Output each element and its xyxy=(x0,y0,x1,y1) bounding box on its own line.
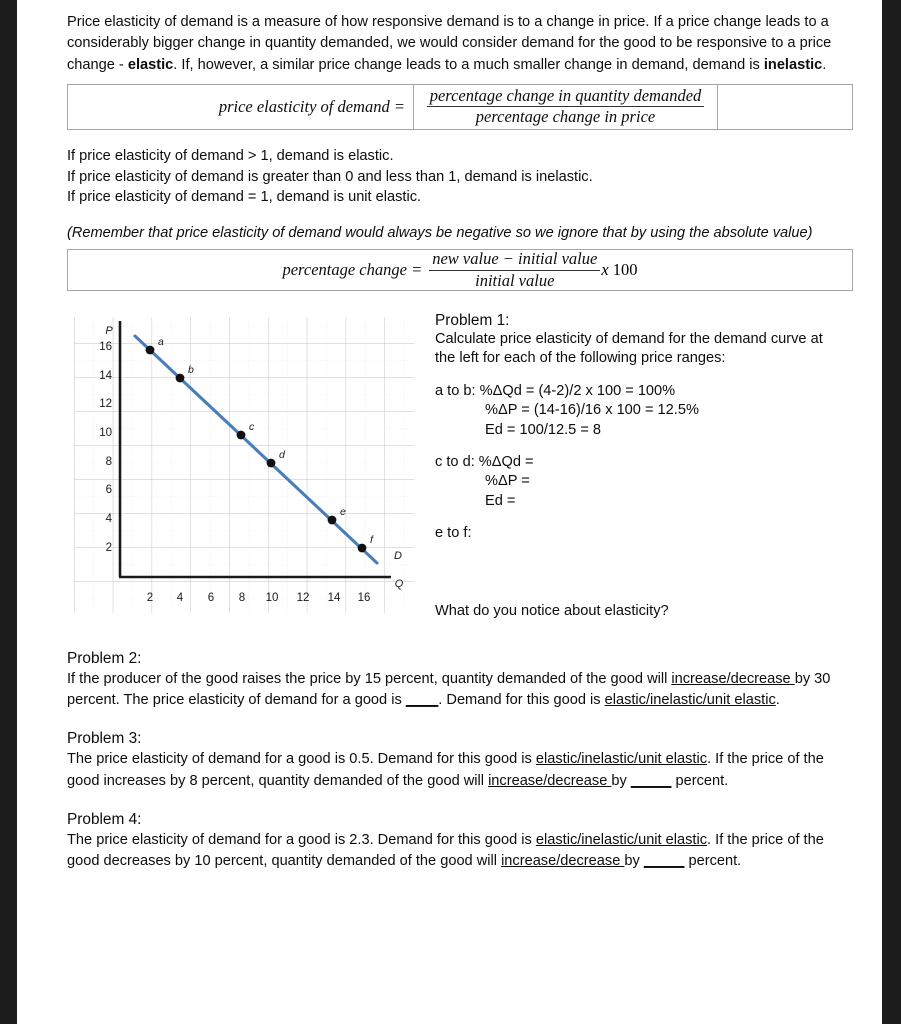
elasticity-fraction xyxy=(427,87,705,128)
problem-2-text-4: . xyxy=(775,692,780,709)
problem-4-text-3: by xyxy=(624,852,644,869)
problem-1-ab-p: %ΔP = (14-16)/16 x 100 = 12.5% xyxy=(485,402,699,419)
problem-2-text-2: by 30 percent. The price elasticity of demand for a good is xyxy=(67,671,831,709)
problem-3-text-4: percent. xyxy=(671,772,729,789)
problem-2-choice-increase-decrease[interactable]: increase/decrease xyxy=(671,671,795,688)
x-tick-8: 8 xyxy=(238,592,246,605)
y-tick-8: 8 xyxy=(105,456,112,469)
problem-3-text-1: The price elasticity of demand for a good is 0.5. Demand for this good is xyxy=(67,751,536,768)
problem-3-text-3: by xyxy=(611,772,631,789)
chart-and-problem1-row xyxy=(67,309,853,631)
chart-coarse-gridlines xyxy=(74,317,414,613)
percentage-change-fraction xyxy=(429,250,600,291)
problem-2-title: Problem 2: xyxy=(67,650,142,668)
problem-2-body xyxy=(67,669,853,711)
problem-1-ab-qd: a to b: %ΔQd = (4-2)/2 x 100 = 100% xyxy=(435,382,676,399)
point-c xyxy=(237,431,246,440)
x-tick-12: 12 xyxy=(296,592,310,605)
point-label-e: e xyxy=(340,506,346,519)
point-d xyxy=(267,459,276,468)
y-tick-2: 2 xyxy=(105,542,112,555)
problem-3-text-2: . If the price of the good increases by 8 percent, quantity demanded of the good will xyxy=(67,751,824,789)
multiply-by-100 xyxy=(601,260,637,280)
problem-3-answer-blank[interactable]: _____ xyxy=(630,772,672,789)
intro-bold-elastic: elastic xyxy=(127,56,174,73)
demand-curve-chart xyxy=(74,309,414,621)
problem-1-cd-ed[interactable]: Ed = xyxy=(485,492,516,509)
intro-text-1: Price elasticity of demand is a measure of how responsive demand is to a change in price. If a price change leads to a considerably bigger change in quantity demanded, we would consider demand for the good to be responsive to a price change - xyxy=(67,14,832,73)
multiplier-value: 100 xyxy=(612,260,638,280)
problem-1-ab-ed: Ed = 100/12.5 = 8 xyxy=(485,421,602,438)
problem-1-notice-question: What do you notice about elasticity? xyxy=(435,602,669,619)
point-a xyxy=(146,346,155,355)
problem-1-cd-block[interactable] xyxy=(435,453,835,511)
y-tick-4: 4 xyxy=(105,513,112,526)
point-label-a: a xyxy=(158,336,164,349)
x-tick-16: 16 xyxy=(357,592,371,605)
x-tick-10: 10 xyxy=(265,592,279,605)
problem-1-title: Problem 1: xyxy=(435,312,510,330)
problem-3-body xyxy=(67,749,853,791)
problem-1-cd-qd[interactable]: c to d: %ΔQd = xyxy=(435,454,534,471)
percentage-change-formula-box xyxy=(67,249,853,291)
multiplier-x-symbol: x xyxy=(601,260,609,280)
y-tick-12: 12 xyxy=(99,398,112,411)
formula-fraction-cell xyxy=(413,85,718,129)
problem-4-title: Problem 4: xyxy=(67,810,142,828)
demand-curve-label-D: D xyxy=(394,550,402,563)
point-label-c: c xyxy=(249,421,255,434)
elasticity-conditions-list xyxy=(67,146,853,208)
condition-unit-elastic: If price elasticity of demand = 1, demand is unit elastic. xyxy=(67,189,422,206)
problem-1-ab-block xyxy=(435,382,835,440)
problem-3-choice-increase-decrease[interactable]: increase/decrease xyxy=(488,772,612,789)
problem-4-text-4: percent. xyxy=(684,852,742,869)
intro-bold-inelastic: inelastic xyxy=(763,56,823,73)
problem-4-choice-elasticity-type[interactable]: elastic/inelastic/unit elastic xyxy=(535,831,708,848)
problem-2-text-3: . Demand for this good is xyxy=(438,692,605,709)
problem-2-section xyxy=(67,650,853,711)
pc-fraction-numerator: new value − initial value xyxy=(429,250,600,271)
condition-inelastic: If price elasticity of demand is greater than 0 and less than 1, demand is inelastic. xyxy=(67,168,593,185)
problem-4-text-2: . If the price of the good decreases by 10 percent, quantity demanded of the good will xyxy=(67,831,824,869)
problem-2-answer-blank[interactable]: ____ xyxy=(405,692,439,709)
y-tick-6: 6 xyxy=(105,484,112,497)
point-b xyxy=(176,374,185,383)
problem-4-text-1: The price elasticity of demand for a good is 2.3. Demand for this good is xyxy=(67,831,536,848)
y-tick-16: 16 xyxy=(99,341,112,354)
pc-fraction-denominator: initial value xyxy=(475,270,555,290)
problem-4-body xyxy=(67,830,853,872)
condition-elastic: If price elasticity of demand > 1, demand is elastic. xyxy=(67,147,394,164)
problem-2-choice-elasticity-type[interactable]: elastic/inelastic/unit elastic xyxy=(604,692,776,709)
point-label-b: b xyxy=(188,364,194,377)
document-content xyxy=(67,12,853,872)
x-axis-label-Q: Q xyxy=(394,578,404,591)
problem-1-section xyxy=(435,312,835,621)
x-tick-2: 2 xyxy=(146,592,154,605)
problem-2-text-1: If the producer of the good raises the price by 15 percent, quantity demanded of the good will xyxy=(67,671,672,688)
problem-3-title: Problem 3: xyxy=(67,730,142,748)
problem-4-answer-blank[interactable]: _____ xyxy=(643,852,685,869)
formula-label-cell xyxy=(68,85,413,129)
problem-4-choice-increase-decrease[interactable]: increase/decrease xyxy=(501,852,625,869)
point-e xyxy=(328,516,337,525)
demand-curve-svg xyxy=(74,309,414,621)
fraction-numerator: percentage change in quantity demanded xyxy=(427,87,705,108)
x-tick-14: 14 xyxy=(327,592,341,605)
problem-3-choice-elasticity-type[interactable]: elastic/inelastic/unit elastic xyxy=(535,751,708,768)
problem-1-cd-p[interactable]: %ΔP = xyxy=(485,473,530,490)
y-tick-14: 14 xyxy=(99,370,112,383)
intro-paragraph xyxy=(67,12,853,76)
problem-1-instruction-line-1: Calculate price elasticity of demand for the demand curve at xyxy=(435,331,823,348)
point-label-f: f xyxy=(370,534,373,547)
point-label-d: d xyxy=(279,449,285,462)
percentage-change-equation xyxy=(282,250,637,291)
problem-1-ef-block[interactable] xyxy=(435,524,835,543)
problem-3-section xyxy=(67,730,853,791)
formula-empty-cell xyxy=(718,85,852,129)
problem-4-section xyxy=(67,811,853,872)
remember-note: (Remember that price elasticity of demand would always be negative so we ignore that by using the absolute value) xyxy=(67,225,813,242)
point-f xyxy=(358,544,367,553)
problem-1-ef[interactable]: e to f: xyxy=(435,525,472,542)
intro-text-3: . xyxy=(822,56,827,73)
problem-1-instruction-line-2: the left for each of the following price ranges: xyxy=(435,350,726,367)
x-tick-4: 4 xyxy=(176,592,184,605)
document-page xyxy=(17,0,882,1024)
x-tick-6: 6 xyxy=(207,592,215,605)
y-axis-label-P: P xyxy=(105,325,113,338)
elasticity-formula-label: price elasticity of demand = xyxy=(218,96,405,116)
elasticity-formula-box xyxy=(67,84,853,130)
percentage-change-label: percentage change = xyxy=(282,260,423,280)
fraction-denominator: percentage change in price xyxy=(475,107,656,127)
y-tick-10: 10 xyxy=(99,427,112,440)
intro-text-2: . If, however, a similar price change leads to a much smaller change in demand, demand is xyxy=(173,56,764,73)
